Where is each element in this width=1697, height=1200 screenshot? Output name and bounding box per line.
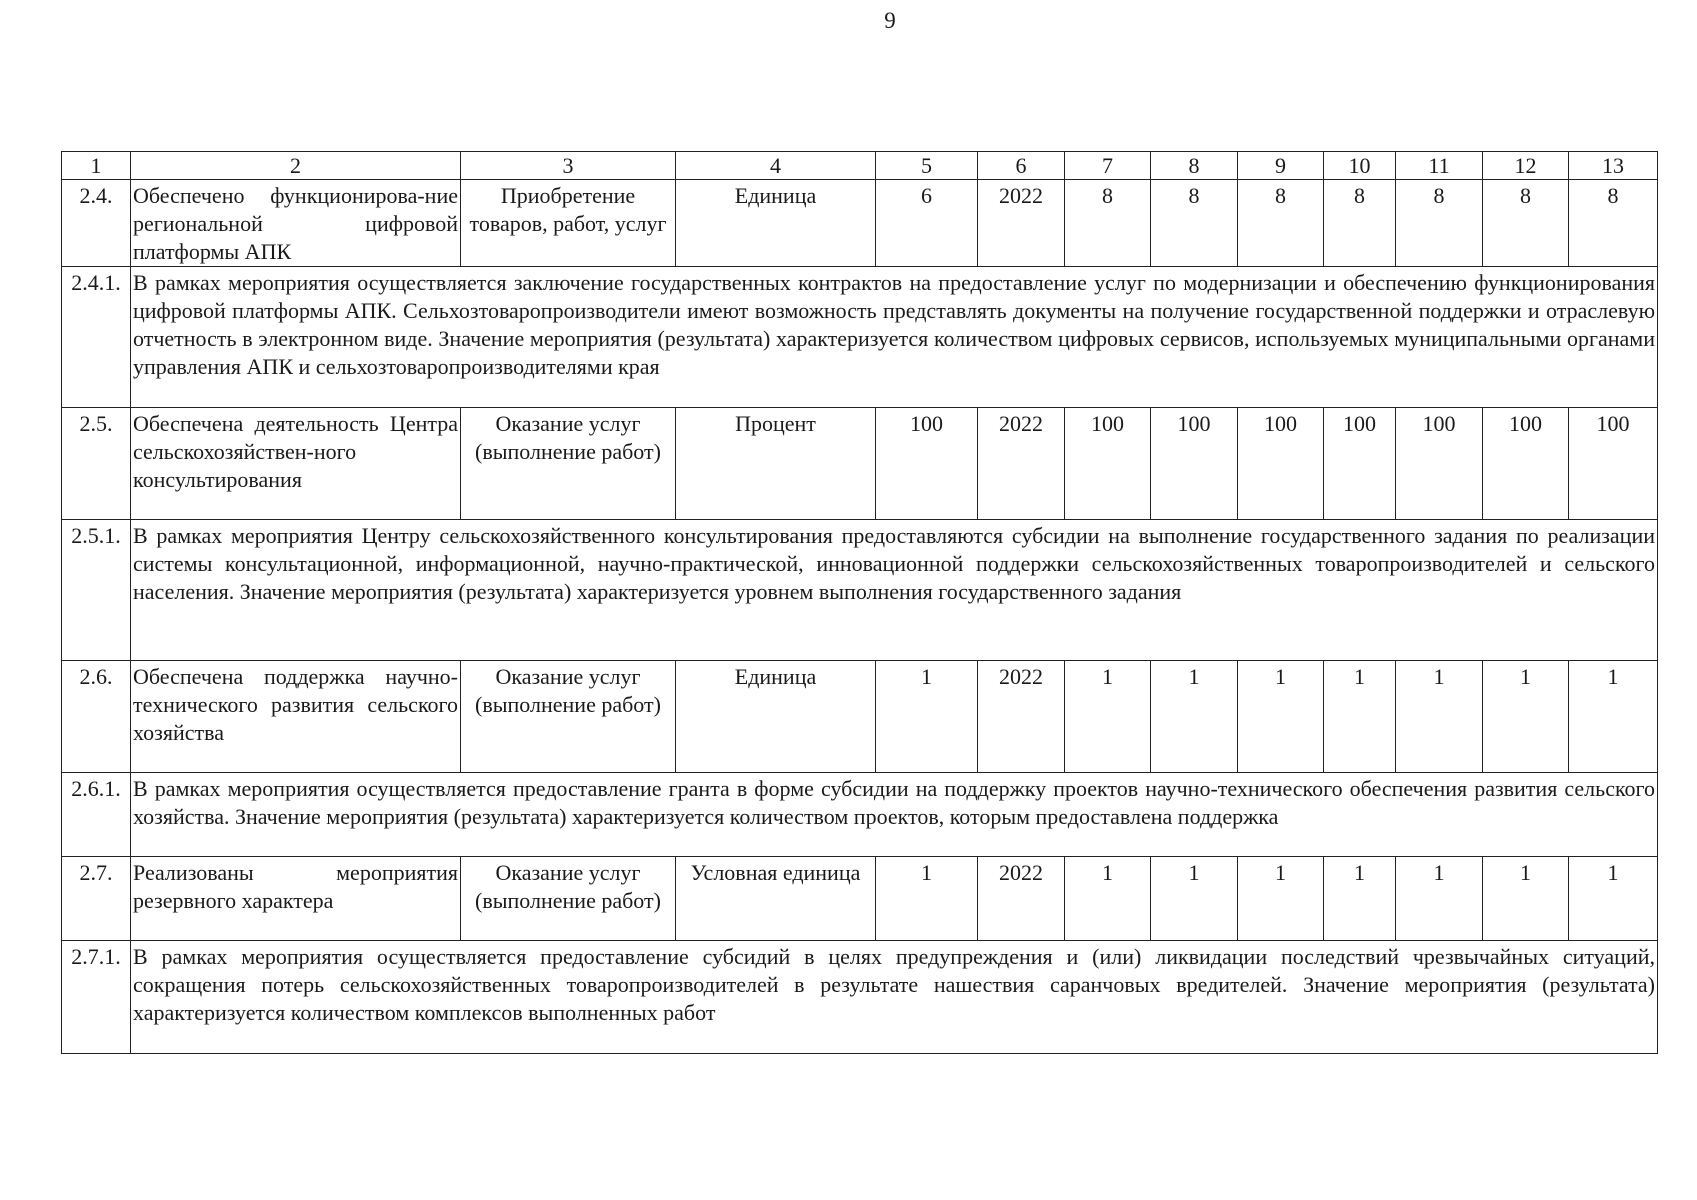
year-value: 1 xyxy=(1569,661,1658,773)
indicator-type: Оказание услуг (выполнение работ) xyxy=(461,857,676,941)
year-value: 1 xyxy=(1151,857,1238,941)
base-year: 2022 xyxy=(978,857,1065,941)
header-cell: 6 xyxy=(978,152,1065,180)
header-cell: 4 xyxy=(676,152,876,180)
year-value: 8 xyxy=(1569,180,1658,267)
year-value: 8 xyxy=(1065,180,1151,267)
year-value: 8 xyxy=(1324,180,1396,267)
indicator-unit: Единица xyxy=(676,180,876,267)
indicator-row xyxy=(62,408,1658,520)
indicator-row xyxy=(62,180,1658,267)
base-year: 2022 xyxy=(978,661,1065,773)
indicator-type: Оказание услуг (выполнение работ) xyxy=(461,408,676,520)
row-number: 2.4. xyxy=(62,180,131,267)
description-row xyxy=(62,941,1658,1054)
indicator-unit: Единица xyxy=(676,661,876,773)
year-value: 100 xyxy=(1569,408,1658,520)
year-value: 1 xyxy=(1483,661,1569,773)
header-cell: 1 xyxy=(62,152,131,180)
description-row xyxy=(62,520,1658,661)
indicator-name: Реализованы мероприятия резервного характера xyxy=(131,857,461,941)
year-value: 1 xyxy=(1324,661,1396,773)
year-value: 8 xyxy=(1238,180,1324,267)
header-cell: 5 xyxy=(876,152,978,180)
header-cell: 7 xyxy=(1065,152,1151,180)
header-row xyxy=(62,152,1658,180)
year-value: 100 xyxy=(1324,408,1396,520)
year-value: 1 xyxy=(1396,661,1483,773)
year-value: 100 xyxy=(1151,408,1238,520)
measure-description: В рамках мероприятия осуществляется предоставление гранта в форме субсидии на поддержку проектов научно-технического обеспечения развития сельского хозяйства. Значение мероприятия (результата) характеризуется количеством проектов, которым предоставлена поддержка xyxy=(131,773,1658,857)
header-cell: 2 xyxy=(131,152,461,180)
description-row xyxy=(62,773,1658,857)
header-cell: 3 xyxy=(461,152,676,180)
year-value: 1 xyxy=(1065,661,1151,773)
year-value: 100 xyxy=(1483,408,1569,520)
indicator-name: Обеспечено функционирова-ние региональной цифровой платформы АПК xyxy=(131,180,461,267)
row-number: 2.4.1. xyxy=(62,267,131,408)
year-value: 100 xyxy=(1065,408,1151,520)
indicator-row xyxy=(62,661,1658,773)
indicator-unit: Условная единица xyxy=(676,857,876,941)
year-value: 1 xyxy=(1324,857,1396,941)
indicator-row xyxy=(62,857,1658,941)
year-value: 100 xyxy=(1396,408,1483,520)
row-number: 2.5. xyxy=(62,408,131,520)
base-value: 100 xyxy=(876,408,978,520)
year-value: 1 xyxy=(1065,857,1151,941)
indicator-type: Оказание услуг (выполнение работ) xyxy=(461,661,676,773)
row-number: 2.6. xyxy=(62,661,131,773)
header-cell: 12 xyxy=(1483,152,1569,180)
indicator-unit: Процент xyxy=(676,408,876,520)
indicator-name: Обеспечена поддержка научно-технического развития сельского хозяйства xyxy=(131,661,461,773)
indicators-table xyxy=(61,151,1658,1054)
page-number: 9 xyxy=(884,8,896,33)
year-value: 1 xyxy=(1238,857,1324,941)
row-number: 2.7.1. xyxy=(62,941,131,1054)
year-value: 8 xyxy=(1396,180,1483,267)
year-value: 100 xyxy=(1238,408,1324,520)
base-year: 2022 xyxy=(978,180,1065,267)
year-value: 1 xyxy=(1151,661,1238,773)
base-value: 1 xyxy=(876,857,978,941)
row-number: 2.7. xyxy=(62,857,131,941)
base-value: 1 xyxy=(876,661,978,773)
header-cell: 8 xyxy=(1151,152,1238,180)
row-number: 2.5.1. xyxy=(62,520,131,661)
measure-description: В рамках мероприятия осуществляется заключение государственных контрактов на предоставление услуг по модернизации и обеспечению функционирования цифровой платформы АПК. Сельхозтоваропроизводители имеют возможность представлять документы на получение государственной поддержки и отраслевую отчетность в электронном виде. Значение мероприятия (результата) характеризуется количеством цифровых сервисов, используемых муниципальными органами управления АПК и сельхозтоваропроизводителями края xyxy=(131,267,1658,408)
header-cell: 11 xyxy=(1396,152,1483,180)
year-value: 1 xyxy=(1483,857,1569,941)
measure-description: В рамках мероприятия Центру сельскохозяйственного консультирования предоставляются субсидии на выполнение государственного задания по реализации системы консультационной, информационной, научно-практической, инновационной поддержки сельскохозяйственных товаропроизводителей и сельского населения. Значение мероприятия (результата) характеризуется уровнем выполнения государственного задания xyxy=(131,520,1658,661)
indicator-name: Обеспечена деятельность Центра сельскохозяйствен-ного консультирования xyxy=(131,408,461,520)
year-value: 1 xyxy=(1569,857,1658,941)
year-value: 1 xyxy=(1396,857,1483,941)
year-value: 8 xyxy=(1483,180,1569,267)
description-row xyxy=(62,267,1658,408)
base-value: 6 xyxy=(876,180,978,267)
measure-description: В рамках мероприятия осуществляется предоставление субсидий в целях предупреждения и (или) ликвидации последствий чрезвычайных ситуаций, сокращения потерь сельскохозяйственных товаропроизводителей в результате нашествия саранчовых вредителей. Значение мероприятия (результата) характеризуется количеством комплексов выполненных работ xyxy=(131,941,1658,1054)
header-cell: 10 xyxy=(1324,152,1396,180)
header-cell: 13 xyxy=(1569,152,1658,180)
year-value: 8 xyxy=(1151,180,1238,267)
row-number: 2.6.1. xyxy=(62,773,131,857)
indicator-type: Приобретение товаров, работ, услуг xyxy=(461,180,676,267)
header-cell: 9 xyxy=(1238,152,1324,180)
year-value: 1 xyxy=(1238,661,1324,773)
base-year: 2022 xyxy=(978,408,1065,520)
